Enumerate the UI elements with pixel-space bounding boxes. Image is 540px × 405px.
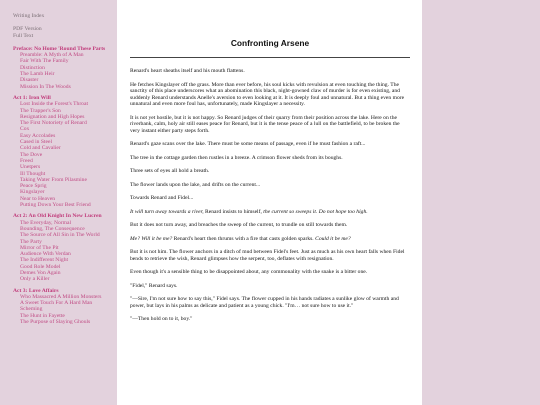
- italic-text: Me? Will it be me?: [130, 235, 173, 242]
- pdf-version-link[interactable]: PDF Version: [13, 26, 42, 33]
- toc-chapter-link[interactable]: Lost Inside the Forest's Throat: [20, 101, 89, 108]
- paragraph-text: It is not yet hostile, but it is not happy. So Renard judges of their quarry from their position across the lake. Here on the riverbank, calm, holy air still eases peace for Renard, but it is the tense peace of a lull on the battlefield, to be broken the very instant either party steps forth.: [130, 114, 400, 134]
- paragraph: [130, 82, 410, 108]
- paragraph-text: The tree in the cottage garden then rustles in a breeze. A crimson flower sheds from its boughs.: [130, 154, 343, 161]
- toc-chapter-link[interactable]: Preamble: A Myth of A Man: [20, 52, 84, 59]
- toc-chapter-link[interactable]: Mirror of The Pit: [20, 244, 59, 251]
- toc-chapter-link[interactable]: Fair With The Family: [20, 58, 69, 65]
- toc-part-title[interactable]: Preface: No Home 'Round These Parts: [13, 45, 106, 52]
- paragraph-text: Towards Renard and Fidel...: [130, 195, 194, 201]
- toc-chapter-link[interactable]: Cased in Steel: [20, 139, 53, 146]
- toc-chapter-link[interactable]: The Hunt in Fayette: [20, 312, 65, 319]
- toc-chapter-link[interactable]: The Everyday, Normal: [20, 219, 72, 226]
- toc-part-title[interactable]: Act 3: Love Affairs: [13, 287, 59, 294]
- paragraph: [130, 222, 410, 229]
- toc-chapter-link[interactable]: The Source of All Sin in The World: [20, 232, 100, 239]
- toc-chapter-link[interactable]: The Trapper's Son: [20, 107, 61, 114]
- toc-chapter-link[interactable]: Bounding, The Consequence: [20, 225, 85, 232]
- spacer: [13, 39, 117, 46]
- toc-chapter-link[interactable]: Good Role Model: [20, 263, 61, 270]
- full-text-link[interactable]: Full Text: [13, 32, 34, 39]
- paragraph: [130, 141, 410, 148]
- toc-chapter-link[interactable]: Ill Thought: [20, 170, 46, 177]
- toc-chapter-link[interactable]: A Sweet Touch For A Hard Man: [20, 300, 93, 307]
- chapter-title: Confronting Arsene: [230, 38, 310, 48]
- paragraph: [130, 249, 410, 262]
- paragraph-text: Renard's gaze scans over the lake. There must be some means of passage, even if he must fashion a raft...: [130, 141, 366, 147]
- paragraph: [130, 269, 410, 276]
- paragraph-text: Renard's heart sheaths itself and his mouth flattens.: [130, 68, 245, 74]
- paragraph-text: Renard's heart then thrums with a fire that casts golden sparks.: [172, 235, 316, 242]
- sidebar: [0, 0, 117, 405]
- paragraph-text: He fetches Kingslayer off the grass. More than ever before, his soul kicks with revulsion at even touching the thing. The sanctity of this place underscores what an abomination this black, night-gowned claw of murder is for even existing, and suddenly Renard understands Anelle's aversion to even looking at it. It is deeply foul and unnatural. But a thing even more unnatural and even more foul has, unfortunately, made Kingslayer a necessity.: [130, 81, 405, 107]
- toc-chapter-link[interactable]: Only a Killer: [20, 276, 50, 283]
- toc-chapter-link[interactable]: Near to Heaven: [20, 195, 56, 202]
- paragraph-text: But it is not him. The flower anchors in a ditch of mud between Fidel's feet. Just as much as his own heart falls when Fidel bends to retrieve the wish, Renard glimpses how the serpent, too, deflates with resignation.: [130, 249, 405, 262]
- toc-chapter-link[interactable]: Freed: [20, 157, 33, 164]
- italic-text: the current so sweeps it. Do not hope too high.: [263, 208, 368, 215]
- toc-chapter-link[interactable]: Scheming: [20, 306, 43, 313]
- writing-index-link[interactable]: Writing Index: [13, 13, 45, 19]
- toc-chapter-link[interactable]: The Lamb Heir: [20, 71, 55, 78]
- toc-chapter-link[interactable]: The Purpose of Slaying Ghouls: [20, 319, 91, 326]
- paragraph: [130, 168, 410, 175]
- toc-chapter-link[interactable]: The Party: [20, 238, 42, 245]
- spacer: [13, 325, 117, 330]
- paragraph-text: The flower lands upon the lake, and drifts on the current...: [130, 181, 261, 188]
- paragraph: [130, 68, 410, 75]
- toc-chapter-link[interactable]: The Indifferent Night: [20, 257, 69, 264]
- paragraph-text: Three sets of eyes all hold a breath.: [130, 168, 210, 174]
- toc-part-title[interactable]: Act 2: An Old Knight In New Lucren: [13, 213, 102, 220]
- toc-chapter-link[interactable]: The Dove: [20, 151, 43, 158]
- chapter-body: [130, 68, 410, 323]
- toc-chapter-link[interactable]: Cox: [20, 126, 30, 133]
- toc-chapter-link[interactable]: The First Notoriety of Renard: [20, 120, 87, 127]
- toc-chapter-link[interactable]: Demes Von Again: [20, 269, 61, 276]
- paragraph: [130, 283, 410, 290]
- toc-chapter-link[interactable]: Who Massacred A Million Monsters: [20, 293, 102, 300]
- paragraph-text: "Fidel," Renard says.: [130, 282, 178, 289]
- paragraph: [130, 155, 410, 162]
- italic-text: Could it be me?: [315, 235, 351, 242]
- toc-chapter-link[interactable]: Resignation and High Hopes: [20, 113, 85, 120]
- chapter-content: [117, 0, 422, 405]
- toc-chapter-link[interactable]: Distinction: [20, 64, 45, 71]
- toc-chapter-link[interactable]: Disaster: [20, 77, 39, 84]
- toc-chapter-link[interactable]: Cold and Cavalier: [20, 145, 61, 152]
- toc-chapter-link[interactable]: Easy Accolades: [20, 132, 56, 139]
- paragraph: [130, 236, 410, 243]
- italic-text: It will turn away towards a river,: [130, 208, 204, 215]
- toc-chapter-link[interactable]: Putting Down Your Best Friend: [20, 202, 91, 209]
- paragraph-text: Renard insists to himself,: [203, 208, 264, 215]
- spacer: [13, 19, 117, 26]
- paragraph: [130, 209, 410, 216]
- toc-chapter-link[interactable]: Peace Sprig: [20, 183, 47, 190]
- toc-part-title[interactable]: Act 1: Iron Will: [13, 94, 51, 101]
- paragraph: [130, 195, 410, 202]
- paragraph-text: "—Then hold on to it, boy.": [130, 316, 193, 322]
- toc-chapter-link[interactable]: Mission In The Woods: [20, 83, 71, 90]
- toc-chapter-link[interactable]: Kingslayer: [20, 189, 45, 196]
- paragraph: [130, 115, 410, 135]
- paragraph-text: Even though it's a sensible thing to be disappointed about, any commonality with the snake is a bitter one.: [130, 269, 368, 275]
- table-of-contents: [13, 46, 117, 330]
- paragraph-text: "—Sire, I'm not sure how to say this," Fidel says. The flower cupped in his hands radiates a sunlike glow of warmth and power, but lays in his palms as delicate and patient as a young chick. "I'm… not sure how to use it.": [130, 296, 399, 309]
- toc-chapter-link[interactable]: Unetpers: [20, 164, 41, 171]
- toc-chapter-link[interactable]: Audience With Verdan: [20, 251, 71, 258]
- paragraph: [130, 182, 410, 189]
- toc-chapter-link[interactable]: Taking Water From Pilasmine: [20, 176, 87, 183]
- paragraph: [130, 316, 410, 323]
- paragraph-text: But it does not turn away, and breaches the sweep of the current, to trundle on still towards them.: [130, 222, 348, 228]
- paragraph: [130, 296, 410, 309]
- title-divider: [130, 57, 410, 58]
